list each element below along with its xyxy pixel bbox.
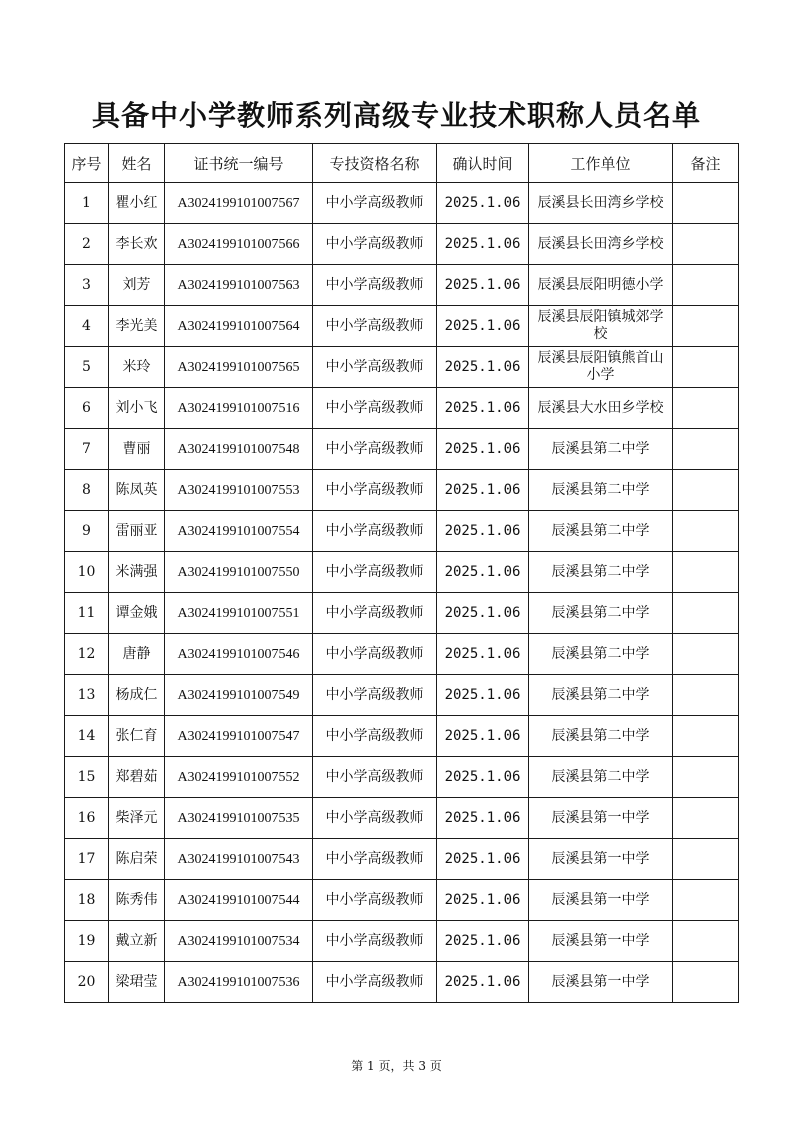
cell-work-unit: 辰溪县第二中学 xyxy=(529,429,673,470)
cell-confirm-date: 2025.1.06 xyxy=(437,593,529,634)
cell-name: 谭金娥 xyxy=(109,593,165,634)
cell-name: 陈秀伟 xyxy=(109,880,165,921)
cell-confirm-date: 2025.1.06 xyxy=(437,552,529,593)
cell-work-unit: 辰溪县第二中学 xyxy=(529,716,673,757)
cell-certificate-number: A3024199101007543 xyxy=(165,839,313,880)
cell-work-unit: 辰溪县第二中学 xyxy=(529,552,673,593)
table-row xyxy=(65,716,739,757)
cell-confirm-date: 2025.1.06 xyxy=(437,429,529,470)
cell-qualification: 中小学高级教师 xyxy=(313,429,437,470)
cell-serial-number: 2 xyxy=(65,224,109,265)
cell-work-unit: 辰溪县大水田乡学校 xyxy=(529,388,673,429)
cell-confirm-date: 2025.1.06 xyxy=(437,839,529,880)
header-serial-number: 序号 xyxy=(65,144,109,183)
cell-confirm-date: 2025.1.06 xyxy=(437,265,529,306)
cell-certificate-number: A3024199101007535 xyxy=(165,798,313,839)
cell-remark xyxy=(673,265,739,306)
table-row xyxy=(65,839,739,880)
cell-serial-number: 10 xyxy=(65,552,109,593)
table-row xyxy=(65,470,739,511)
cell-remark xyxy=(673,306,739,347)
cell-name: 米玲 xyxy=(109,347,165,388)
cell-certificate-number: A3024199101007546 xyxy=(165,634,313,675)
cell-work-unit: 辰溪县辰阳镇城郊学校 xyxy=(529,306,673,347)
cell-qualification: 中小学高级教师 xyxy=(313,470,437,511)
cell-certificate-number: A3024199101007516 xyxy=(165,388,313,429)
table-row xyxy=(65,675,739,716)
cell-work-unit: 辰溪县第二中学 xyxy=(529,757,673,798)
cell-remark xyxy=(673,388,739,429)
cell-qualification: 中小学高级教师 xyxy=(313,265,437,306)
cell-serial-number: 12 xyxy=(65,634,109,675)
table-row xyxy=(65,880,739,921)
cell-name: 郑碧茹 xyxy=(109,757,165,798)
page-title: 具备中小学教师系列高级专业技术职称人员名单 xyxy=(91,99,701,132)
cell-serial-number: 14 xyxy=(65,716,109,757)
cell-name: 刘小飞 xyxy=(109,388,165,429)
cell-name: 张仁育 xyxy=(109,716,165,757)
cell-serial-number: 20 xyxy=(65,962,109,1003)
cell-qualification: 中小学高级教师 xyxy=(313,757,437,798)
table-body xyxy=(65,183,739,1003)
cell-certificate-number: A3024199101007549 xyxy=(165,675,313,716)
header-confirm-date: 确认时间 xyxy=(437,144,529,183)
cell-name: 米满强 xyxy=(109,552,165,593)
cell-confirm-date: 2025.1.06 xyxy=(437,183,529,224)
cell-serial-number: 11 xyxy=(65,593,109,634)
header-remark: 备注 xyxy=(673,144,739,183)
cell-certificate-number: A3024199101007544 xyxy=(165,880,313,921)
cell-remark xyxy=(673,880,739,921)
cell-serial-number: 6 xyxy=(65,388,109,429)
page-footer: 第 1 页，共 3 页 xyxy=(351,1059,442,1073)
header-name: 姓名 xyxy=(109,144,165,183)
cell-remark xyxy=(673,798,739,839)
cell-certificate-number: A3024199101007547 xyxy=(165,716,313,757)
cell-remark xyxy=(673,839,739,880)
cell-name: 刘芳 xyxy=(109,265,165,306)
table-row xyxy=(65,921,739,962)
cell-work-unit: 辰溪县第二中学 xyxy=(529,634,673,675)
cell-serial-number: 3 xyxy=(65,265,109,306)
cell-name: 柴泽元 xyxy=(109,798,165,839)
table-row xyxy=(65,798,739,839)
cell-remark xyxy=(673,593,739,634)
cell-certificate-number: A3024199101007567 xyxy=(165,183,313,224)
cell-certificate-number: A3024199101007551 xyxy=(165,593,313,634)
cell-qualification: 中小学高级教师 xyxy=(313,675,437,716)
cell-confirm-date: 2025.1.06 xyxy=(437,388,529,429)
cell-name: 瞿小红 xyxy=(109,183,165,224)
cell-serial-number: 7 xyxy=(65,429,109,470)
cell-qualification: 中小学高级教师 xyxy=(313,921,437,962)
cell-confirm-date: 2025.1.06 xyxy=(437,511,529,552)
cell-work-unit: 辰溪县第一中学 xyxy=(529,839,673,880)
cell-name: 雷丽亚 xyxy=(109,511,165,552)
cell-name: 曹丽 xyxy=(109,429,165,470)
cell-certificate-number: A3024199101007548 xyxy=(165,429,313,470)
table-row xyxy=(65,347,739,388)
cell-name: 李长欢 xyxy=(109,224,165,265)
cell-certificate-number: A3024199101007536 xyxy=(165,962,313,1003)
table-row xyxy=(65,183,739,224)
cell-certificate-number: A3024199101007550 xyxy=(165,552,313,593)
table-row xyxy=(65,224,739,265)
cell-confirm-date: 2025.1.06 xyxy=(437,306,529,347)
cell-certificate-number: A3024199101007564 xyxy=(165,306,313,347)
cell-qualification: 中小学高级教师 xyxy=(313,634,437,675)
cell-remark xyxy=(673,757,739,798)
cell-serial-number: 4 xyxy=(65,306,109,347)
cell-remark xyxy=(673,716,739,757)
cell-work-unit: 辰溪县第二中学 xyxy=(529,511,673,552)
cell-work-unit: 辰溪县第一中学 xyxy=(529,798,673,839)
cell-name: 杨成仁 xyxy=(109,675,165,716)
cell-serial-number: 17 xyxy=(65,839,109,880)
cell-work-unit: 辰溪县辰阳镇熊首山小学 xyxy=(529,347,673,388)
cell-qualification: 中小学高级教师 xyxy=(313,224,437,265)
cell-remark xyxy=(673,511,739,552)
cell-qualification: 中小学高级教师 xyxy=(313,306,437,347)
cell-name: 李光美 xyxy=(109,306,165,347)
cell-confirm-date: 2025.1.06 xyxy=(437,470,529,511)
cell-confirm-date: 2025.1.06 xyxy=(437,675,529,716)
table-row xyxy=(65,757,739,798)
cell-serial-number: 13 xyxy=(65,675,109,716)
cell-remark xyxy=(673,183,739,224)
cell-qualification: 中小学高级教师 xyxy=(313,347,437,388)
cell-work-unit: 辰溪县长田湾乡学校 xyxy=(529,183,673,224)
cell-qualification: 中小学高级教师 xyxy=(313,880,437,921)
cell-work-unit: 辰溪县长田湾乡学校 xyxy=(529,224,673,265)
cell-serial-number: 8 xyxy=(65,470,109,511)
cell-certificate-number: A3024199101007553 xyxy=(165,470,313,511)
cell-remark xyxy=(673,552,739,593)
cell-certificate-number: A3024199101007534 xyxy=(165,921,313,962)
cell-qualification: 中小学高级教师 xyxy=(313,593,437,634)
cell-name: 唐静 xyxy=(109,634,165,675)
cell-certificate-number: A3024199101007566 xyxy=(165,224,313,265)
table-row xyxy=(65,265,739,306)
cell-certificate-number: A3024199101007554 xyxy=(165,511,313,552)
cell-serial-number: 1 xyxy=(65,183,109,224)
cell-remark xyxy=(673,429,739,470)
table-row xyxy=(65,593,739,634)
cell-confirm-date: 2025.1.06 xyxy=(437,757,529,798)
cell-remark xyxy=(673,347,739,388)
cell-serial-number: 19 xyxy=(65,921,109,962)
cell-work-unit: 辰溪县辰阳明德小学 xyxy=(529,265,673,306)
cell-certificate-number: A3024199101007565 xyxy=(165,347,313,388)
cell-qualification: 中小学高级教师 xyxy=(313,552,437,593)
cell-confirm-date: 2025.1.06 xyxy=(437,347,529,388)
cell-work-unit: 辰溪县第二中学 xyxy=(529,593,673,634)
table-header-row xyxy=(65,144,739,183)
cell-confirm-date: 2025.1.06 xyxy=(437,716,529,757)
cell-confirm-date: 2025.1.06 xyxy=(437,798,529,839)
cell-qualification: 中小学高级教师 xyxy=(313,962,437,1003)
cell-work-unit: 辰溪县第一中学 xyxy=(529,921,673,962)
cell-work-unit: 辰溪县第一中学 xyxy=(529,880,673,921)
cell-work-unit: 辰溪县第二中学 xyxy=(529,675,673,716)
cell-work-unit: 辰溪县第一中学 xyxy=(529,962,673,1003)
table-row xyxy=(65,388,739,429)
cell-qualification: 中小学高级教师 xyxy=(313,511,437,552)
cell-certificate-number: A3024199101007563 xyxy=(165,265,313,306)
cell-name: 戴立新 xyxy=(109,921,165,962)
cell-name: 梁珺莹 xyxy=(109,962,165,1003)
table-row xyxy=(65,511,739,552)
cell-confirm-date: 2025.1.06 xyxy=(437,224,529,265)
cell-serial-number: 16 xyxy=(65,798,109,839)
table-row xyxy=(65,552,739,593)
cell-remark xyxy=(673,962,739,1003)
cell-name: 陈凤英 xyxy=(109,470,165,511)
cell-qualification: 中小学高级教师 xyxy=(313,716,437,757)
header-qualification: 专技资格名称 xyxy=(313,144,437,183)
cell-confirm-date: 2025.1.06 xyxy=(437,880,529,921)
cell-confirm-date: 2025.1.06 xyxy=(437,962,529,1003)
cell-remark xyxy=(673,921,739,962)
header-certificate-number: 证书统一编号 xyxy=(165,144,313,183)
cell-qualification: 中小学高级教师 xyxy=(313,183,437,224)
table-row xyxy=(65,429,739,470)
cell-serial-number: 15 xyxy=(65,757,109,798)
table-row xyxy=(65,962,739,1003)
cell-serial-number: 9 xyxy=(65,511,109,552)
cell-confirm-date: 2025.1.06 xyxy=(437,921,529,962)
cell-name: 陈启荣 xyxy=(109,839,165,880)
cell-qualification: 中小学高级教师 xyxy=(313,798,437,839)
cell-qualification: 中小学高级教师 xyxy=(313,839,437,880)
cell-work-unit: 辰溪县第二中学 xyxy=(529,470,673,511)
cell-remark xyxy=(673,470,739,511)
header-work-unit: 工作单位 xyxy=(529,144,673,183)
cell-serial-number: 18 xyxy=(65,880,109,921)
table-row xyxy=(65,306,739,347)
cell-serial-number: 5 xyxy=(65,347,109,388)
table-row xyxy=(65,634,739,675)
cell-remark xyxy=(673,634,739,675)
cell-qualification: 中小学高级教师 xyxy=(313,388,437,429)
cell-remark xyxy=(673,224,739,265)
cell-certificate-number: A3024199101007552 xyxy=(165,757,313,798)
roster-table xyxy=(64,143,739,1003)
cell-confirm-date: 2025.1.06 xyxy=(437,634,529,675)
cell-remark xyxy=(673,675,739,716)
